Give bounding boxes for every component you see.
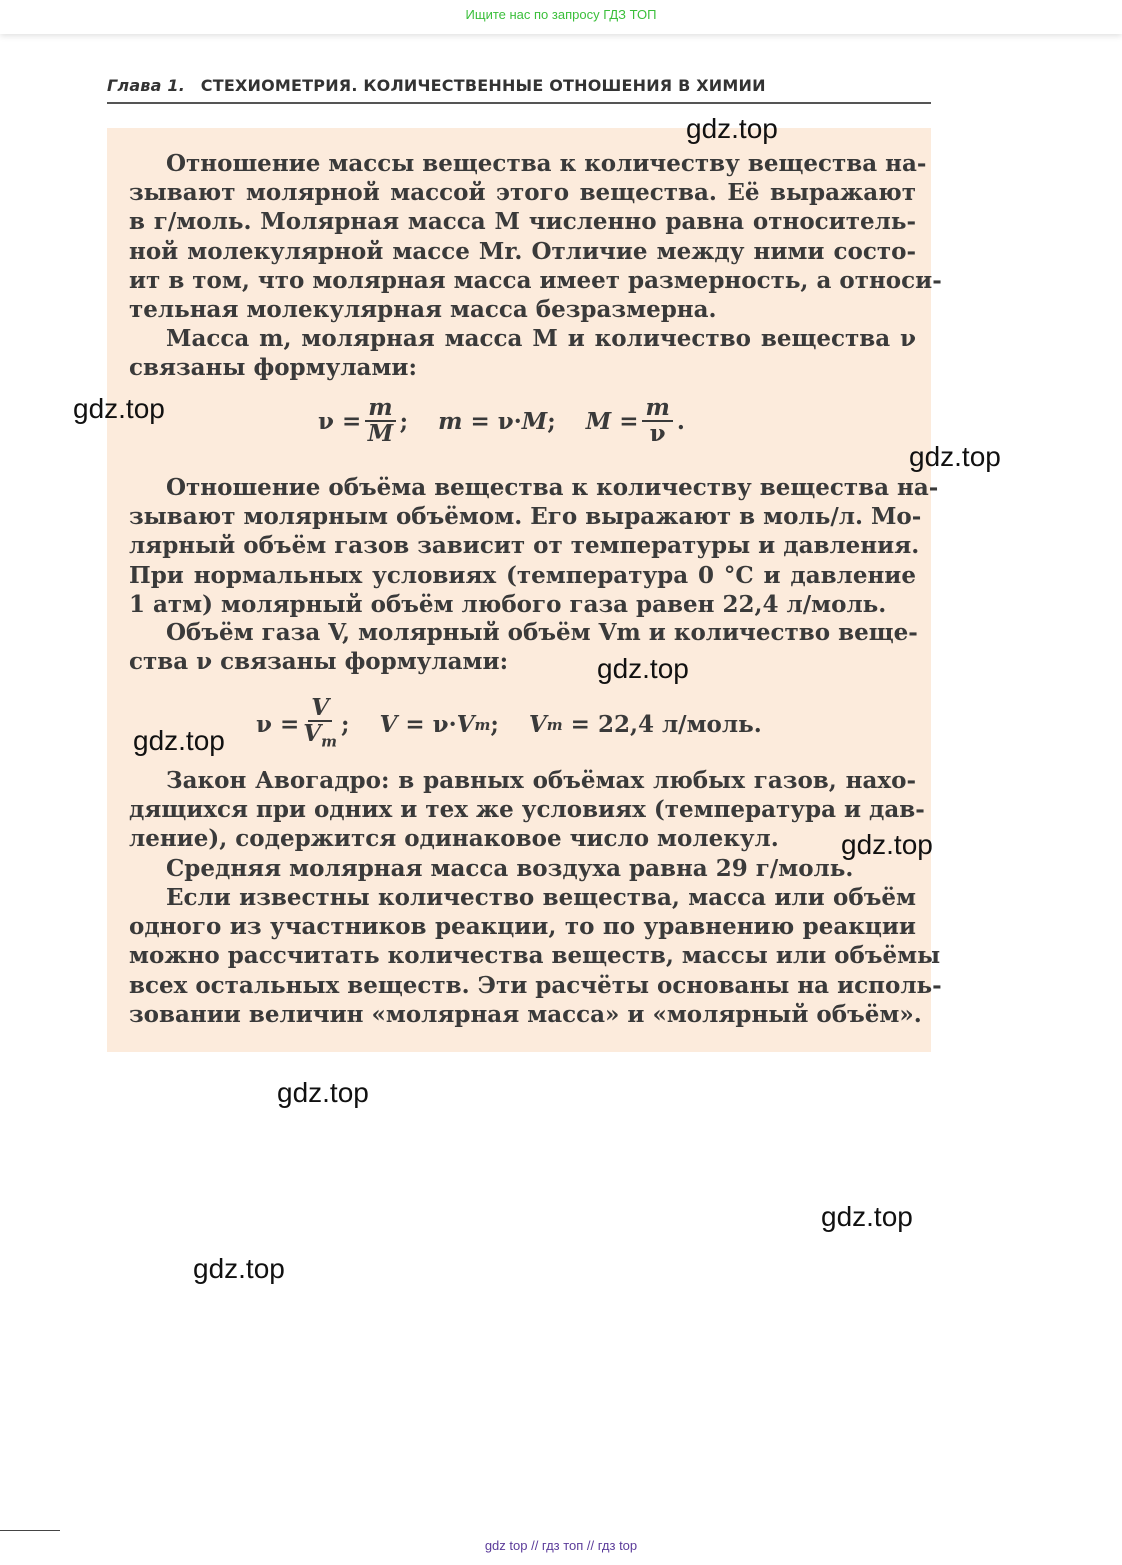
formula-symbol: ν — [432, 711, 449, 739]
formula-symbol: · — [513, 407, 522, 435]
text-line: можно рассчитать количества веществ, массы или объёмы — [129, 942, 941, 970]
text-line: ление), содержится одинаковое число молекул. — [129, 825, 779, 853]
fraction-denominator: M — [367, 420, 394, 447]
text-line: Масса m, молярная масса M и количество вещества ν — [166, 325, 916, 352]
formula-symbol: m — [438, 407, 463, 435]
footer-text: gdz top // гдз топ // гдз top — [484, 1538, 638, 1553]
text-line: Средняя молярная масса воздуха равна 29 г/моль. — [166, 855, 854, 882]
paragraph-molar-volume — [129, 473, 939, 619]
subscript: m — [546, 715, 563, 734]
text-line: Отношение объёма вещества к количеству вещества на- — [166, 474, 939, 501]
formula-symbol: M — [521, 407, 548, 435]
page-corner-divider — [0, 1530, 60, 1531]
formula-molar-volume — [256, 696, 762, 754]
formula-symbol: = — [570, 711, 590, 739]
text-line: всех остальных веществ. Эти расчёты основаны на исполь- — [129, 971, 942, 999]
watermark: gdz.top — [193, 1253, 285, 1284]
paragraph-molar-mass — [129, 149, 942, 324]
fraction — [365, 396, 395, 446]
chapter-header — [107, 74, 931, 104]
text-line: зывают молярным объёмом. Его выражают в моль/л. Мо- — [129, 503, 922, 531]
fraction-numerator: V — [308, 696, 332, 722]
footer — [0, 1538, 1122, 1553]
text-line: При нормальных условиях (температура 0 °С и давление — [129, 561, 916, 589]
text-line: Отношение массы вещества к количеству вещества на- — [166, 150, 927, 177]
formula-symbol: V — [528, 711, 547, 739]
watermark: gdz.top — [73, 393, 165, 424]
formula-symbol: V — [379, 711, 398, 739]
text-line: Объём газа V, молярный объём Vm и количество веще- — [166, 619, 918, 646]
formula-symbol: = — [619, 407, 639, 435]
watermark: gdz.top — [133, 725, 225, 756]
paragraph-mass-formulas-intro — [129, 324, 916, 382]
formula-symbol: V — [456, 711, 475, 739]
watermark: gdz.top — [821, 1201, 913, 1232]
watermark: gdz.top — [909, 441, 1001, 472]
text-line: Если известны количество вещества, масса или объём — [166, 884, 916, 911]
watermark: gdz.top — [841, 829, 933, 860]
text-line: одного из участников реакции, то по уравнению реакции — [129, 913, 916, 941]
text-line: лярный объём газов зависит от температуры и давления. — [129, 532, 920, 560]
text-line: ной молекулярной массе Mr. Отличие между ними состо- — [129, 237, 916, 265]
formula-symbol: M — [585, 407, 612, 435]
fraction-numerator: m — [642, 396, 672, 422]
text-line: 1 атм) молярный объём любого газа равен 22,4 л/моль. — [129, 590, 887, 618]
text-line: в г/моль. Молярная масса M численно равна относитель- — [129, 208, 916, 236]
formula-symbol: ν — [318, 407, 334, 435]
paragraph-reaction-calculations — [129, 883, 942, 1029]
chapter-number: Глава 1. — [107, 76, 186, 95]
formula-symbol: ν — [256, 711, 272, 739]
formula-symbol: = — [405, 711, 425, 739]
subscript: m — [474, 715, 491, 734]
watermark: gdz.top — [277, 1077, 369, 1108]
top-banner — [0, 0, 1122, 34]
text-line: Закон Авогадро: в равных объёмах любых газов, нахо- — [166, 767, 916, 794]
chapter-title: СТЕХИОМЕТРИЯ. КОЛИЧЕСТВЕННЫЕ ОТНОШЕНИЯ В ХИМИИ — [200, 76, 766, 95]
formula-molar-mass — [318, 396, 685, 446]
text-line: тельная молекулярная масса безразмерна. — [129, 296, 717, 324]
formula-value: 22,4 л/моль. — [597, 711, 762, 739]
paragraph-air-molar-mass — [129, 854, 916, 883]
formula-symbol: ; — [490, 711, 499, 739]
formula-symbol: · — [448, 711, 457, 739]
formula-symbol: ν — [497, 407, 514, 435]
fraction — [303, 696, 337, 754]
watermark: gdz.top — [597, 653, 689, 684]
top-banner-text: Ищите нас по запросу ГДЗ ТОП — [465, 7, 657, 22]
formula-symbol: ; — [547, 407, 556, 435]
formula-symbol: = — [470, 407, 490, 435]
text-line: зывают молярной массой этого вещества. Её выражают — [129, 179, 916, 207]
formula-symbol: = — [341, 407, 362, 435]
text-line: зовании величин «молярная масса» и «молярный объём». — [129, 1000, 922, 1028]
text-line: связаны формулами: — [129, 354, 417, 382]
text-line: дящихся при одних и тех же условиях (температура и дав- — [129, 796, 925, 824]
fraction-denominator: ν — [649, 420, 666, 447]
fraction — [642, 396, 672, 446]
text-line: ства ν связаны формулами: — [129, 648, 509, 676]
subscript: m — [321, 732, 337, 751]
formula-symbol: ; — [399, 407, 409, 435]
text-line: ит в том, что молярная масса имеет размерность, а относи- — [129, 266, 942, 294]
watermark: gdz.top — [686, 113, 778, 144]
paragraph-volume-formulas-intro — [129, 618, 916, 676]
fraction-denominator — [303, 722, 337, 754]
formula-symbol: ; — [341, 711, 350, 739]
formula-symbol: = — [279, 711, 300, 739]
formula-symbol: . — [676, 407, 685, 435]
formula-symbol: V — [303, 720, 322, 747]
paragraph-avogadro-law — [129, 766, 925, 854]
fraction-numerator: m — [365, 396, 395, 422]
